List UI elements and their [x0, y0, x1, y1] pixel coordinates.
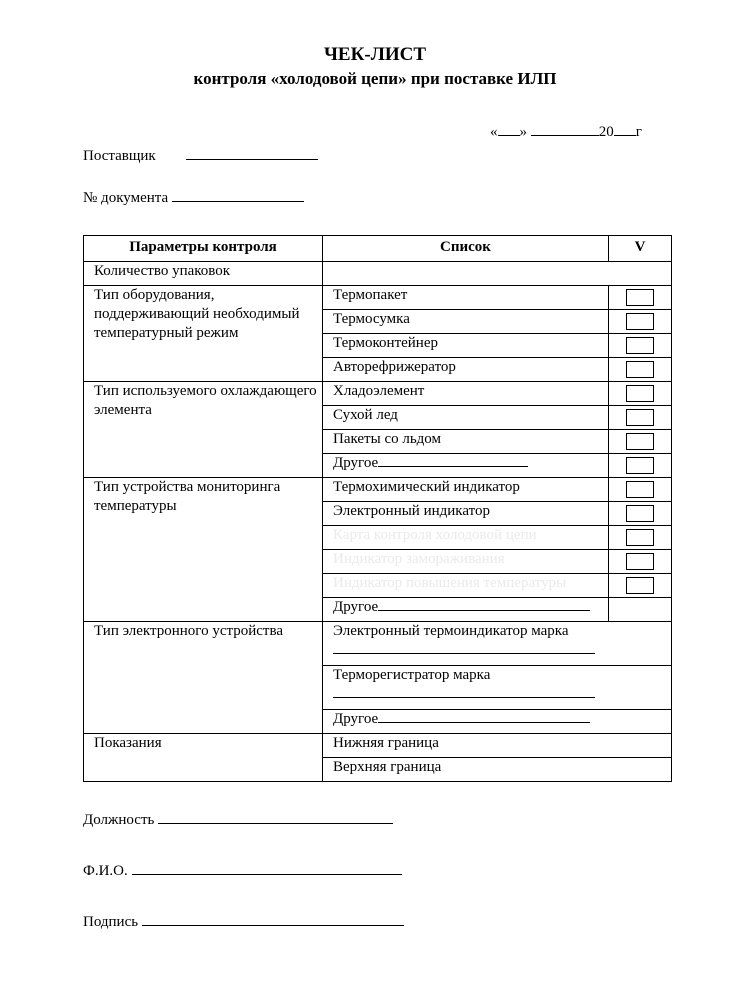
date-field[interactable]: « » 20 г — [490, 121, 642, 141]
checkbox[interactable] — [626, 337, 654, 354]
checkbox[interactable] — [626, 577, 654, 594]
group4-label: Тип электронного устройства — [84, 622, 323, 734]
full-name-field[interactable]: Ф.И.О. — [83, 860, 402, 880]
checkbox[interactable] — [626, 313, 654, 330]
list-item: Хладоэлемент — [323, 382, 609, 406]
document-number-field[interactable]: № документа — [83, 187, 304, 207]
list-item-other[interactable]: Другое — [323, 598, 609, 622]
checkbox[interactable] — [626, 385, 654, 402]
qty-input[interactable] — [323, 262, 672, 286]
group1-label: Тип оборудования, поддерживающий необходимый температурный режим — [84, 286, 323, 382]
list-item: Термопакет — [323, 286, 609, 310]
supplier-field[interactable]: Поставщик — [83, 145, 318, 165]
list-item: Индикатор повышения температуры — [323, 574, 609, 598]
list-item: Термосумка — [323, 310, 609, 334]
position-field[interactable]: Должность — [83, 809, 393, 829]
list-item: Авторефрижератор — [323, 358, 609, 382]
header-parameters: Параметры контроля — [84, 236, 323, 262]
header-list: Список — [323, 236, 609, 262]
checkbox[interactable] — [626, 553, 654, 570]
qty-label: Количество упаковок — [84, 262, 323, 286]
document-title: ЧЕК-ЛИСТ — [323, 44, 427, 65]
list-item: Термоконтейнер — [323, 334, 609, 358]
checkbox[interactable] — [626, 433, 654, 450]
list-item: Электронный индикатор — [323, 502, 609, 526]
list-item[interactable]: Нижняя граница — [323, 734, 672, 758]
list-item[interactable]: Верхняя граница — [323, 758, 672, 782]
checkbox[interactable] — [626, 457, 654, 474]
list-item-brand[interactable]: Терморегистратор марка — [323, 666, 672, 710]
list-item: Сухой лед — [323, 406, 609, 430]
empty-cell — [609, 598, 672, 622]
signature-field[interactable]: Подпись — [83, 911, 404, 931]
list-item-brand[interactable]: Электронный термоиндикатор марка — [323, 622, 672, 666]
checkbox[interactable] — [626, 481, 654, 498]
group2-label: Тип используемого охлаждающего элемента — [84, 382, 323, 478]
group3-label: Тип устройства мониторинга температуры — [84, 478, 323, 622]
list-item-other[interactable]: Другое — [323, 710, 672, 734]
list-item: Термохимический индикатор — [323, 478, 609, 502]
checkbox[interactable] — [626, 505, 654, 522]
list-item: Пакеты со льдом — [323, 430, 609, 454]
list-item: Карта контроля холодовой цепи — [323, 526, 609, 550]
list-item-other[interactable]: Другое — [323, 454, 609, 478]
checkbox[interactable] — [626, 529, 654, 546]
checkbox[interactable] — [626, 361, 654, 378]
checklist-table — [83, 235, 672, 782]
group5-label: Показания — [84, 734, 323, 782]
checkbox[interactable] — [626, 409, 654, 426]
header-check: V — [609, 236, 672, 262]
checkbox[interactable] — [626, 289, 654, 306]
list-item: Индикатор замораживания — [323, 550, 609, 574]
document-subtitle: контроля «холодовой цепи» при поставке ИЛП — [193, 69, 557, 88]
